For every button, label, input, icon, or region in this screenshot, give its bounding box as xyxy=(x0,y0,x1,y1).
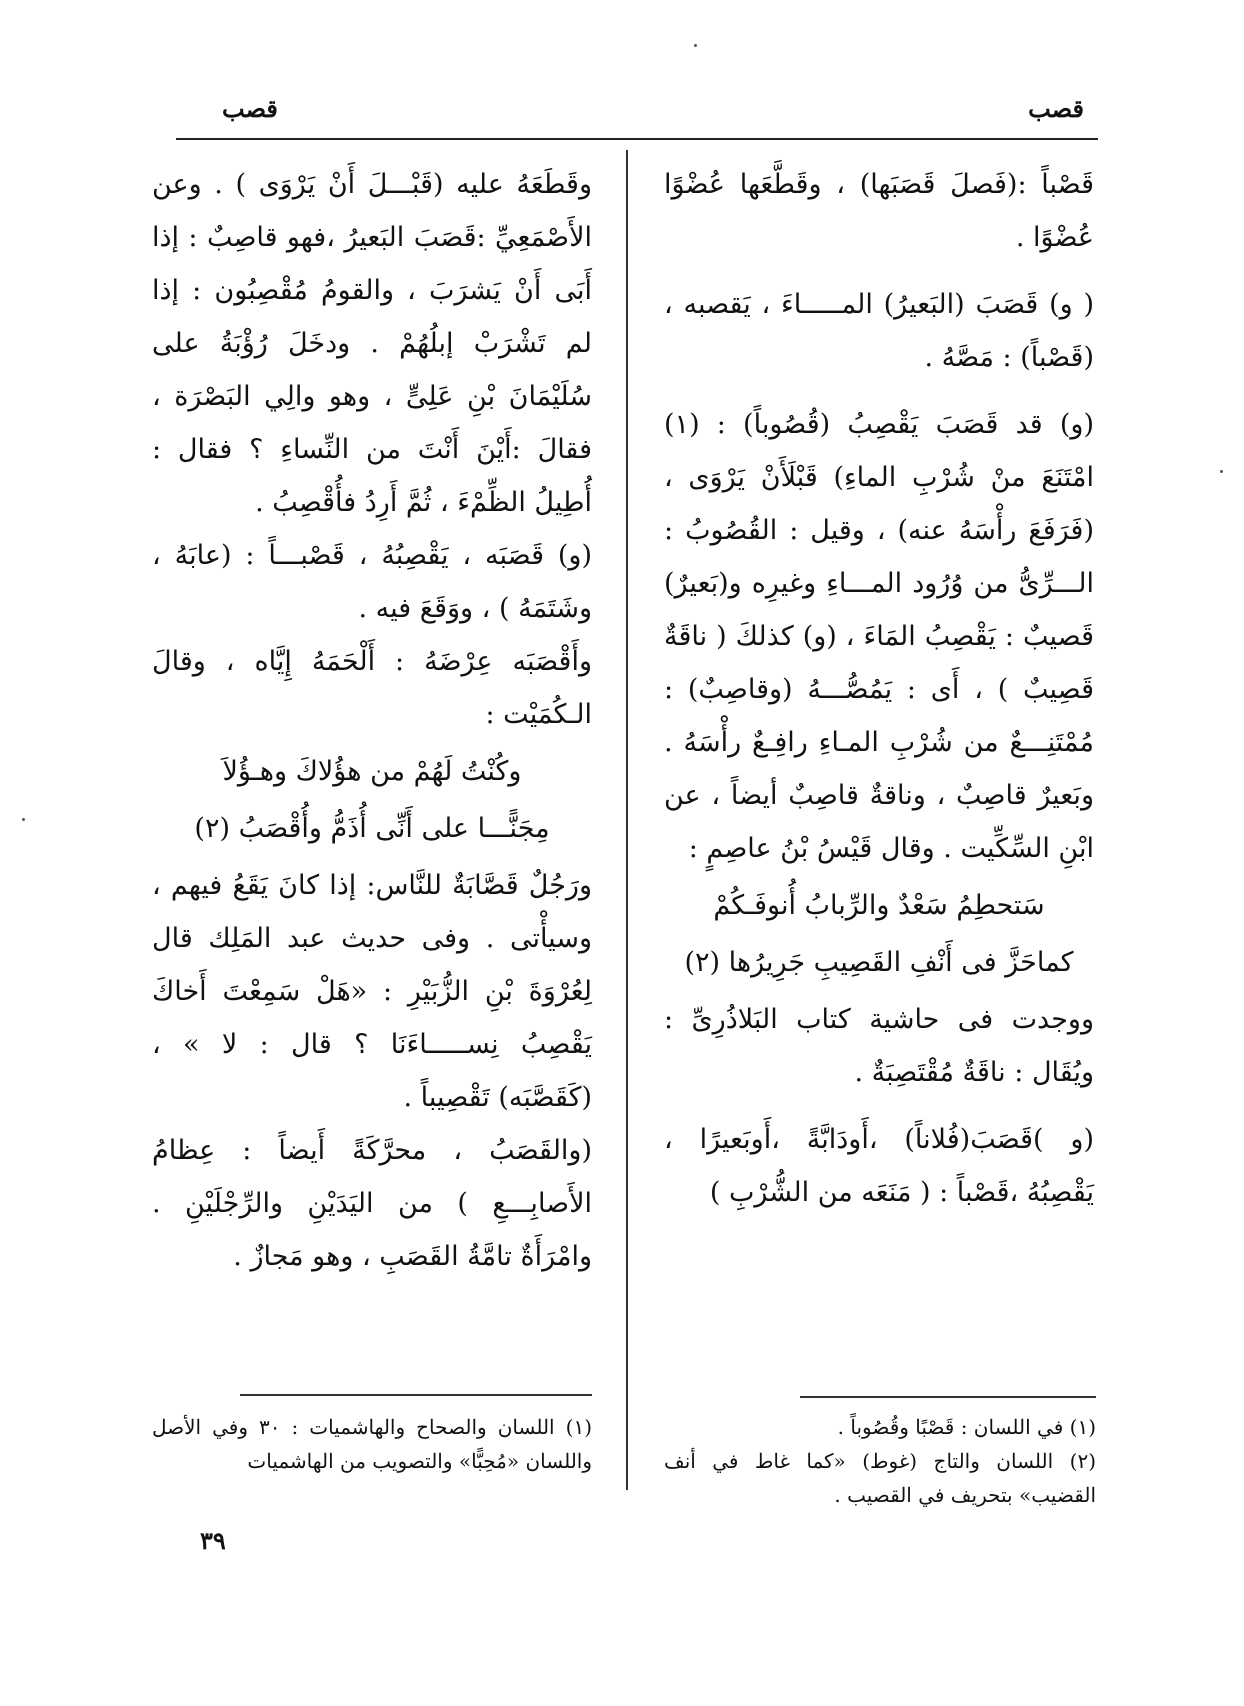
left-paragraph-5: (والقَصَبُ ، محرَّكَةً أَيضاً : عِظامُ الأَصابِـــعِ ) من اليَدَيْنِ والرِّجْلَيْنِ . وامْرَأَةٌ تامَّةُ القَصَبِ ، وهو مَجازٌ . xyxy=(152,1135,592,1272)
right-verse-line-1: سَتحطِمُ سَعْدٌ والرِّبابُ أُنوفَـكُمْ xyxy=(713,890,1045,921)
left-verse-line-2: مِجَنًّـــا على أَنِّى أُذَمُّ وأُقْصَبُ (٢) xyxy=(194,813,550,844)
left-column xyxy=(152,158,592,1283)
left-paragraph-3: وأَقْصَبَه عِرْضَهُ : أَلْحَمَهُ إِيَّاه ، وقالَ الـكُمَيْت : xyxy=(152,646,592,730)
footnote-left-1: (١) اللسان والصحاح والهاشميات : ٣٠ وفي الأصل واللسان «مُحِبًّا» والتصويب من الهاشميات xyxy=(152,1415,592,1473)
right-paragraph-1: قَصْباً :(فَصلَ قَصَبَها) ، وقَطَّعَها عُضْوًا عُضْوًا . xyxy=(664,169,1094,253)
left-verse-line-1: وكُنْتُ لَهُمْ من هؤُلاكَ وهـؤُلاَ xyxy=(222,756,522,787)
running-head-right: قصب xyxy=(1028,94,1084,123)
right-column xyxy=(664,158,1094,1219)
right-paragraph-3: (و) قد قَصَبَ يَقْصِبُ (قُصُوباً) : (١) امْتَنَعَ منْ شُرْبِ الماءِ) قَبْلَأَنْ يَرْوَى ، (فَرَفَعَ رأْسَهُ عنه) ، وقيل : القُصُوبُ : الـــرِّىُّ من وُرُود المـــاءِ وغيرِه و(بَعيرٌ) قَصيبٌ : يَقْصِبُ المَاءَ ، (و) كذلكَ ( ناقَةٌ قَصِيبٌ ) ، أَى : يَمُصُّـــهُ (وقاصِبٌ) : مُمْتَنِـــعٌ من شُرْبِ المـاءِ رافِـعٌ رأْسَهُ . وبَعيرٌ قاصِبٌ ، وناقةٌ قاصِبٌ أيضاً ، عن ابْنِ السِّكِّيت . وقال قَيْسُ بْنُ عاصِمٍ : xyxy=(664,409,1094,864)
scan-speck xyxy=(694,44,697,47)
right-paragraph-5: (و )قَصَبَ(فُلاناً) ،أَودَابَّةً ،أَوبَعيرًا ، يَقْصِبُهُ ،قَصْباً : ( مَنَعَه من الشُّرْبِ ) xyxy=(664,1124,1094,1208)
right-paragraph-4: ووجدت فى حاشية كتاب البَلاذُرِىِّ : ويُقَال : ناقَةٌ مُقْتَصِبَةٌ . xyxy=(664,1004,1094,1088)
footnote-right-1: (١) في اللسان : قَصْبًا وقُصُوباً . xyxy=(837,1415,1096,1439)
footnotes-right xyxy=(664,1410,1096,1512)
footnote-right-2: (٢) اللسان والتاج (غوط) «كما غاط في أنف القضيب» بتحريف في القصيب . xyxy=(664,1449,1096,1507)
scan-speck xyxy=(1220,470,1223,473)
column-divider xyxy=(626,150,628,1490)
footnote-rule-right xyxy=(800,1396,1096,1398)
scan-speck xyxy=(22,818,25,821)
right-verse-line-2: كماحَزَّ فى أَنْفِ القَصِيبِ جَرِيرُها (٢) xyxy=(684,947,1074,978)
footnotes-left xyxy=(152,1410,592,1478)
left-paragraph-1: وقَطَعَهُ عليه (قَبْـــلَ أَنْ يَرْوَى ) . وعن الأَصْمَعِيِّ :قَصَبَ البَعيرُ ،فهو قاصِبٌ : إذا أَبَى أَنْ يَشرَبَ ، والقومُ مُقْصِبُون : إذا لم تَشْرَبْ إبلُهُمْ . ودخَلَ رُؤْبَةُ على سُلَيْمَانَ بْنِ عَلِىٍّ ، وهو والِي البَصْرَة ، فقالَ :أَيْنَ أَنْتَ من النِّساءِ ؟ فقال : أُطِيلُ الظِّمْءَ ، ثُمَّ أَرِدُ فأُقْصِبُ . xyxy=(152,169,592,518)
left-paragraph-2: (و) قَصَبَه ، يَقْصِبُهُ ، قَصْبـــاً : (عابَهُ ، وشَتَمَهُ ) ، ووَقَعَ فيه . xyxy=(152,540,592,624)
right-paragraph-2: ( و) قَصَبَ (البَعيرُ) المـــــاءَ ، يَقصبه ، (قَصْباً) : مَصَّهُ . xyxy=(664,289,1094,373)
running-head-left: قصب xyxy=(222,94,278,123)
footnote-rule-left xyxy=(240,1394,592,1396)
header-rule xyxy=(176,138,1098,140)
left-paragraph-4: ورَجُلٌ قَصَّابَةٌ للنَّاس: إذا كانَ يَقَعُ فيهم ، وسيأْتى . وفى حديث عبد المَلِك قال لِعُرْوَةَ بْنِ الزُّبَيْرِ : «هَلْ سَمِعْتَ أَخاكَ يَقْصِبُ نِســـــاءَنَا ؟ قال : لا » ، (كَقَصَّبَه) تَقْصِيباً . xyxy=(152,870,592,1113)
page-number: ٣٩ xyxy=(200,1526,226,1555)
